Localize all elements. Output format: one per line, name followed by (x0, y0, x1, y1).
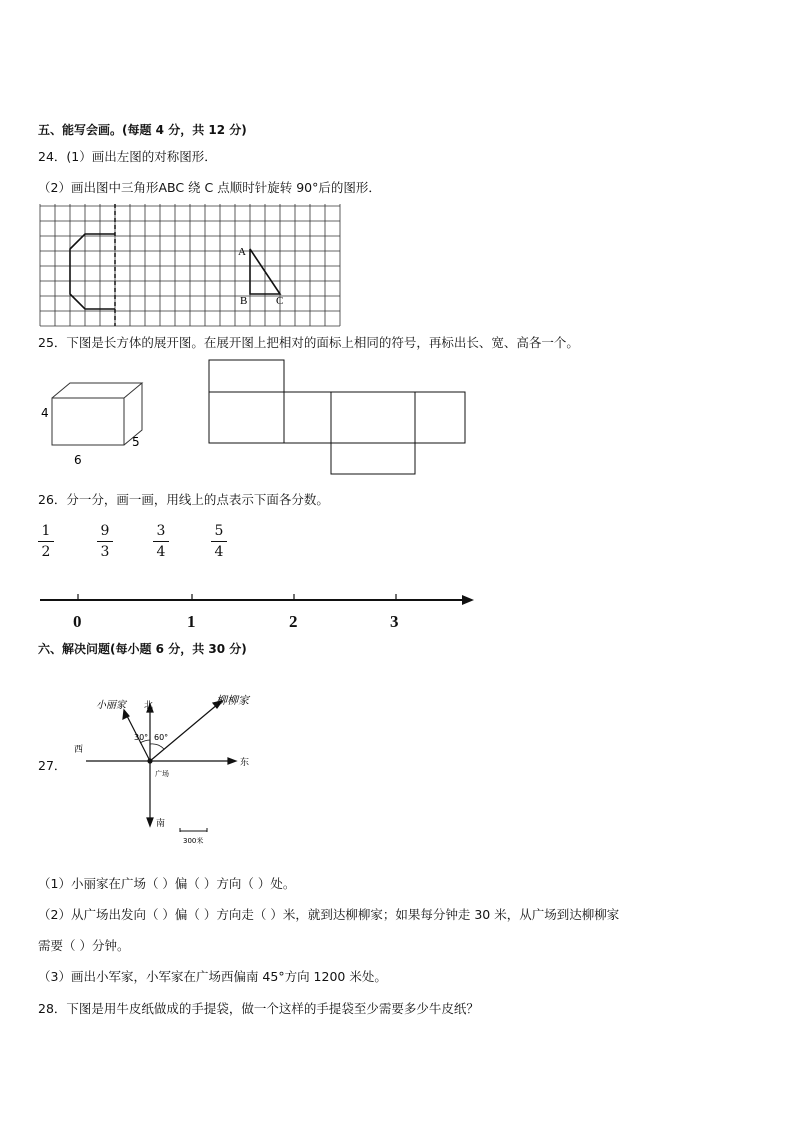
fraction-3: 3 4 (153, 523, 169, 560)
cuboid-figure (38, 378, 158, 473)
label-b: B (240, 295, 248, 307)
fraction-4: 5 4 (211, 523, 227, 560)
compass-center: 广场 (155, 770, 169, 778)
nl-label-2: 2 (289, 612, 298, 631)
section5-title: 五、能写会画。(每题 4 分，共 12 分) (38, 123, 247, 137)
compass-north: 北 (144, 701, 154, 711)
q24-part2: （2）画出图中三角形ABC 绕 C 点顺时针旋转 90°后的图形． (38, 180, 381, 195)
fraction-2: 9 3 (97, 523, 113, 560)
q28-text: 28．下图是用牛皮纸做成的手提袋，做一个这样的手提袋至少需要多少牛皮纸？ (38, 1001, 479, 1016)
dim-width: 5 (132, 435, 140, 449)
angle-30: 30° (134, 733, 149, 742)
place-liuliu: 柳柳家 (216, 694, 249, 707)
nl-label-0: 0 (73, 612, 82, 631)
angle-60: 60° (154, 733, 169, 742)
q25-text: 25．下图是长方体的展开图。在展开图上把相对的面标上相同的符号，再标出长、宽、高各一个。 (38, 335, 579, 350)
q27-number: 27． (38, 758, 67, 773)
q24-part1: 24．(1）画出左图的对称图形． (38, 149, 217, 164)
compass-east: 东 (240, 758, 250, 768)
nl-label-1: 1 (187, 612, 196, 631)
compass-west: 西 (74, 745, 84, 755)
cuboid-net (208, 359, 468, 477)
q26-text: 26．分一分，画一画，用线上的点表示下面各分数。 (38, 492, 329, 507)
dim-length: 6 (74, 453, 82, 467)
net-face-3 (331, 392, 415, 443)
q27-part2a: （2）从广场出发向（ ）偏（ ）方向走（ ）米，就到达柳柳家；如果每分钟走 30 米，从广场到达柳柳家 (38, 907, 620, 922)
compass-diagram (70, 688, 260, 848)
net-face-bottom (331, 443, 415, 474)
q27-part2b: 需要（ ）分钟。 (38, 938, 130, 953)
net-face-1 (209, 392, 284, 443)
q24-grid-figure (40, 204, 340, 326)
section6-title: 六、解决问题(每小题 6 分，共 30 分) (38, 642, 247, 656)
label-a: A (238, 246, 246, 258)
nl-label-3: 3 (390, 612, 399, 631)
net-face-4 (415, 392, 465, 443)
net-face-2 (284, 392, 331, 443)
label-c: C (276, 295, 284, 307)
half-shape (70, 234, 115, 309)
number-line (40, 590, 480, 610)
compass-south: 南 (156, 819, 166, 829)
q27-part1: （1）小丽家在广场（ ）偏（ ）方向（ ）处。 (38, 876, 296, 891)
fraction-1: 1 2 (38, 523, 54, 560)
dim-height: 4 (41, 406, 49, 420)
place-xiaoli: 小丽家 (96, 700, 126, 711)
q27-part3: （3）画出小军家，小军家在广场西偏南 45°方向 1200 米处。 (38, 969, 387, 984)
net-face-top (209, 360, 284, 392)
compass-scale: 300米 (183, 837, 204, 845)
